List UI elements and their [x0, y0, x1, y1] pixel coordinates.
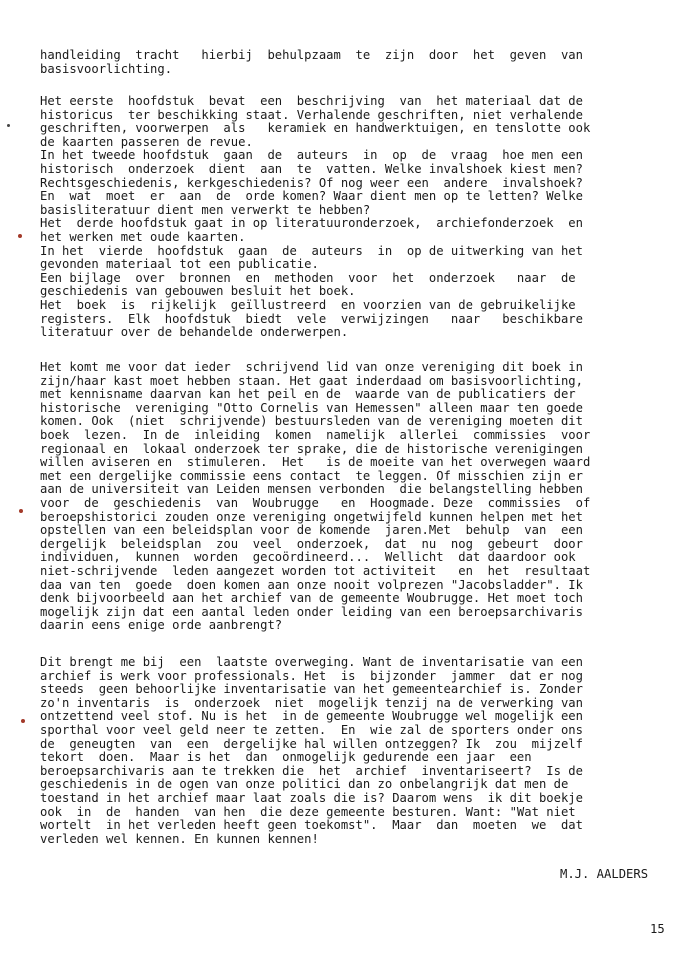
paragraph-intro-continuation: handleiding tracht hierbij behulpzaam te zijn door het geven van basisvoorlichting.: [40, 48, 583, 76]
ink-speck: [7, 124, 10, 127]
paragraph-final-consideration: Dit brengt me bij een laatste overweging. Want de inventarisatie van een archief is werk voor professionals. Het is bijzonder jammer dat er nog steeds geen behoorlijke inventarisatie van het gemeentearchief is. Zonder zo'n inventaris is onderzoek niet mogelijk tenzij na de verwerking van ontzettend veel stof. Nu is het in de gemeente Woubrugge wel mogelijk een sporthal voor veel geld neer te zetten. En wie zal de sporters onder ons de geneugten van een dergelijke hal willen ontzeggen? Ik zou mijzelf tekort doen. Maar is het dan onmogelijk gedurende een jaar een beroepsarchivaris aan te trekken die het archief inventariseert? Is de geschiedenis in de ogen van onze politici dan zo onbelangrijk dat men de toestand in het archief maar laat zoals die is? Daarom wens ik dit boekje ook in de handen van hen die deze gemeente besturen. Want: "Wat niet wortelt in het verleden heeft geen toekomst". Maar dan moeten we dat verleden wel kennen. En kunnen kennen!: [40, 655, 583, 846]
margin-mark: [18, 234, 22, 238]
page-number: 15: [650, 922, 665, 936]
paragraph-recommendation: Het komt me voor dat ieder schrijvend lid van onze vereniging dit boek in zijn/haar kast moet hebben staan. Het gaat inderdaad om basisvoorlichting, met kennisname daarvan kan het peil en de waarde van de publicatiers der historische vereniging "Otto Cornelis van Hemessen" alleen maar ten goede komen. Ook (niet schrijvende) bestuursleden van de vereniging moeten dit boek lezen. In de inleiding komen namelijk allerlei commissies voor regionaal en lokaal onderzoek ter sprake, die de historische verenigingen willen aviseren en stimuleren. Het is de moeite van het overwegen waard met een dergelijke commissie eens contact te leggen. Of misschien zijn er aan de universiteit van Leiden mensen verbonden die belangstelling hebben voor de geschiedenis van Woubrugge en Hoogmade. Deze commissies of beroepshistorici zouden onze vereniging ongetwijfeld kunnen helpen met het opstellen van een beleidsplan voor de komende jaren.Met behulp van een dergelijk beleidsplan zou veel onderzoek, dat nu nog gebeurt door individuen, kunnen worden gecoördineerd... Wellicht dat daardoor ook niet-schrijvende leden aangezet worden tot activiteit en het resultaat daa van ten goede doen komen aan onze nooit volprezen "Jacobsladder". Ik denk bijvoorbeeld aan het archief van de gemeente Woubrugge. Het moet toch mogelijk zijn dat een aantal leden onder leiding van een beroepsarchivaris daarin eens enige orde aanbrengt?: [40, 360, 591, 633]
margin-mark: [21, 719, 25, 723]
author-signature: M.J. AALDERS: [560, 867, 649, 881]
margin-mark: [19, 509, 23, 513]
paragraph-chapter-overview: Het eerste hoofdstuk bevat een beschrijving van het materiaal dat de historicus ter beschikking staat. Verhalende geschriften, niet verhalende geschriften, voorwerpen als keramiek en handwerktuigen, en tenslotte ook de kaarten passeren de revue. In het tweede hoofdstuk gaan de auteurs in op de vraag hoe men een historisch onderzoek dient aan te vatten. Welke invalshoek kiest men? Rechtsgeschiedenis, kerkgeschiedenis? Of nog weer een andere invalshoek? En wat moet er aan de orde komen? Waar dient men op te letten? Welke basisliteratuur dient men verwerkt te hebben? Het derde hoofdstuk gaat in op literatuuronderzoek, archiefonderzoek en het werken met oude kaarten. In het vierde hoofdstuk gaan de auteurs in op de uitwerking van het gevonden materiaal tot een publicatie. Een bijlage over bronnen en methoden voor het onderzoek naar de geschiedenis van gebouwen besluit het boek. Het boek is rijkelijk geïllustreerd en voorzien van de gebruikelijke registers. Elk hoofdstuk biedt vele verwijzingen naar beschikbare literatuur over de behandelde onderwerpen.: [40, 94, 591, 340]
